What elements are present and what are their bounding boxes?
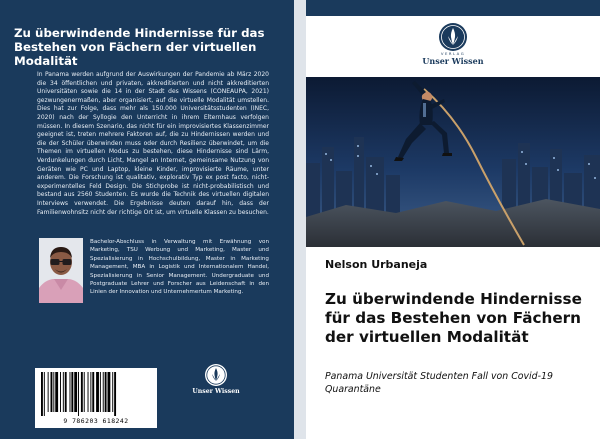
front-publisher-name: Unser Wissen bbox=[422, 56, 484, 66]
front-cover bbox=[306, 0, 600, 439]
author-bio: Bachelor-Abschluss in Verwaltung mit Erwähnung von Marketing, TSU Werbung und Marketing, Master und Spezialisierung in Hochschulbildung, Master in Marketing Management, MBA in Logistik und Internationalem Handel, Spezialisierung in Senior Management. Undergraduate und Postgraduate Lehrer und Forscher aus Leidenschaft in den Linien der Innovation und Unternehmertum Marketing. bbox=[90, 239, 269, 296]
front-cover-subtitle: Panama Universität Studenten Fall von Covid-19 Quarantäne bbox=[325, 371, 553, 395]
barcode bbox=[35, 368, 157, 428]
back-publisher-logo bbox=[192, 363, 240, 395]
publisher-logo-icon bbox=[204, 363, 228, 387]
author-name: Nelson Urbaneja bbox=[325, 258, 428, 271]
publisher-logo-icon bbox=[438, 22, 468, 52]
author-photo bbox=[39, 238, 83, 303]
front-cover-title: Zu überwindende Hindernisse für das Bestehen von Fächern der virtuellen Modalität bbox=[325, 290, 582, 346]
back-publisher-name: Unser Wissen bbox=[192, 388, 240, 395]
isbn-number: 9 786203 618242 bbox=[63, 417, 129, 425]
back-cover-title: Zu überwindende Hindernisse für das Bestehen von Fächern der virtuellen Modalität bbox=[14, 26, 265, 68]
front-publisher-logo bbox=[410, 22, 496, 66]
book-spine bbox=[294, 0, 306, 439]
cover-photo-pole-vaulter bbox=[306, 77, 600, 247]
publisher-tagline: VERLAG bbox=[440, 51, 466, 56]
front-top-band bbox=[306, 0, 600, 16]
back-cover bbox=[0, 0, 294, 439]
back-cover-blurb: In Panama werden aufgrund der Auswirkungen der Pandemie ab März 2020 die 34 öffentlichen und privaten, akkreditierten und nicht akkreditierten Universitäten sowie die 14 in der Stadt des Wissens (CONEAUPA, 2021) gezwungenermaßen, aber organisiert, auf die virtuelle Modalität umstellen. Dies hat zur Folge, dass mehr als 150.000 Universitätsstudenten (INEC, 2020) nach der Syllogie den Unterricht in ihrem Elternhaus verfolgen müssen. In diesem Szenario, das nicht für ein improvisiertes Klassenzimmer geeignet ist, treten mehrere Faktoren auf, die zu Hindernissen werden und die der Schüler überwinden muss oder durch Resilienz überwindet, um die Themen im virtuellen Modus zu bestehen, diese Hindernisse sind Lärm, Verdunkelungen durch Licht, Mangel an Internet, gemeinsame Nutzung von Geräten wie PC und Laptop, kleine Kinder, improvisierte Räume, unter anderem. Die Forschung ist qualitativ, explorativ Typ ex post facto, nicht-experimentelles Feld Design. Die Stichprobe ist nicht-probabilistisch und bestand aus 2560 Studenten. Es wurde die Technik des virtuellen digitalen Interviews verwendet. Die Ergebnisse deuten darauf hin, dass der Familienwohnsitz nicht der richtige Ort ist, um virtuelle Klassen zu besuchen. bbox=[37, 71, 269, 216]
